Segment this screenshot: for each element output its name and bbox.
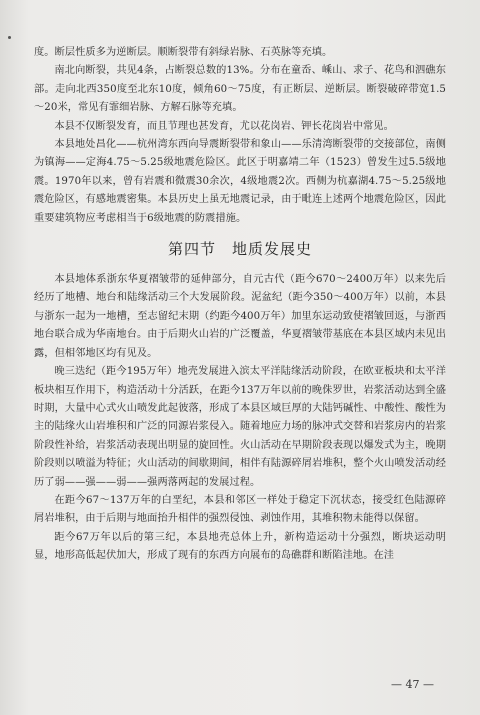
paragraph-joints: 本县不仅断裂发育，而且节理也甚发育，尤以花岗岩、钾长花岗岩中常见。 [54, 120, 394, 132]
page-speck [8, 36, 11, 39]
paragraph-fault-nature: 度。断层性质多为逆断层。顺断裂带有斜绿岩脉、石英脉等充填。 [34, 47, 333, 58]
page-number: — 47 — [391, 678, 434, 691]
paragraph-tertiary: 距今67万年以后的第三纪，本县地壳总体上升，新构造运动十分强烈，断块运动明显，地形高低起伏加大，形成了现有的东西方向展布的岛礁群和断陷洼地。在洼 [34, 531, 446, 562]
page-body [34, 44, 446, 566]
paragraph-triassic: 晚三迭纪（距今195万年）地壳发展进入滨太平洋陆缘活动阶段，在欧亚板块和太平洋板块相互作用下，构造活动十分活跃，在距今137万年以前的晚侏罗世，岩浆活动达到全盛时期，大量中心式火山喷发此起彼落，形成了本县区域巨厚的大陆钙碱性、中酸性、酸性为主的陆缘火山岩堆积和广泛的同源岩浆侵入。随着地应力场的脉冲式交替和岩浆房内的岩浆阶段性补给，岩浆活动表现出明显的旋回性。火山活动在早期阶段表现以爆发式为主，晚期阶段则以喷溢为特征；火山活动的间歇期间，相伴有陆源碎屑岩堆积，整个火山喷发活动经历了弱——强——弱——强两落两起的发展过程。 [34, 366, 446, 488]
section-title: 第四节 地质发展史 [167, 240, 312, 259]
paragraph-cretaceous: 在距今67～137万年的白垩纪，本县和邻区一样处于稳定下沉状态，接受红色陆源碎屑岩堆积，由于后期与地面抬升相伴的强烈侵蚀、剥蚀作用，其堆积物未能得以保留。 [34, 494, 446, 525]
paragraph-ns-faults: 南北向断裂，共见4条，占断裂总数的13%。分布在童岙、嵊山、求子、花鸟和泗礁东部。走向北西350度至北东10度，倾角60～75度，有正断层、逆断层。断裂破碎带宽1.5～20米，常见有霏细岩脉、方解石脉等充填。 [34, 65, 446, 114]
paragraph-geologic-stages: 本县地体系浙东华夏褶皱带的延伸部分，自元古代（距今670～2400万年）以来先后经历了地槽、地台和陆缘活动三个大发展阶段。泥盆纪（距今350～400万年）以前，本县与浙东一起为一地槽，至志留纪末期（约距今400万年）加里东运动致使褶皱回返，与浙西地台联合成为华南地台。由于后期火山岩的广泛覆盖，华夏褶皱带基底在本县区域内未见出露，但相邻地区均有见及。 [34, 274, 446, 359]
paragraph-seismic: 本县地处昌化——杭州湾东西向导震断裂带和象山——乐清湾断裂带的交接部位，南侧为镇海——定海4.75～5.25级地震危险区。此区于明嘉靖二年（1523）曾发生过5.5级地震。1970年以来，曾有岩震和微震30余次，4级地震2次。西侧为杭嘉湖4.75～5.25级地震危险区，有感地震密集。本县历史上虽无地震记录，由于毗连上述两个地震危险区，因此重要建筑物应考虑相当于6级地震的防震措施。 [34, 139, 446, 224]
